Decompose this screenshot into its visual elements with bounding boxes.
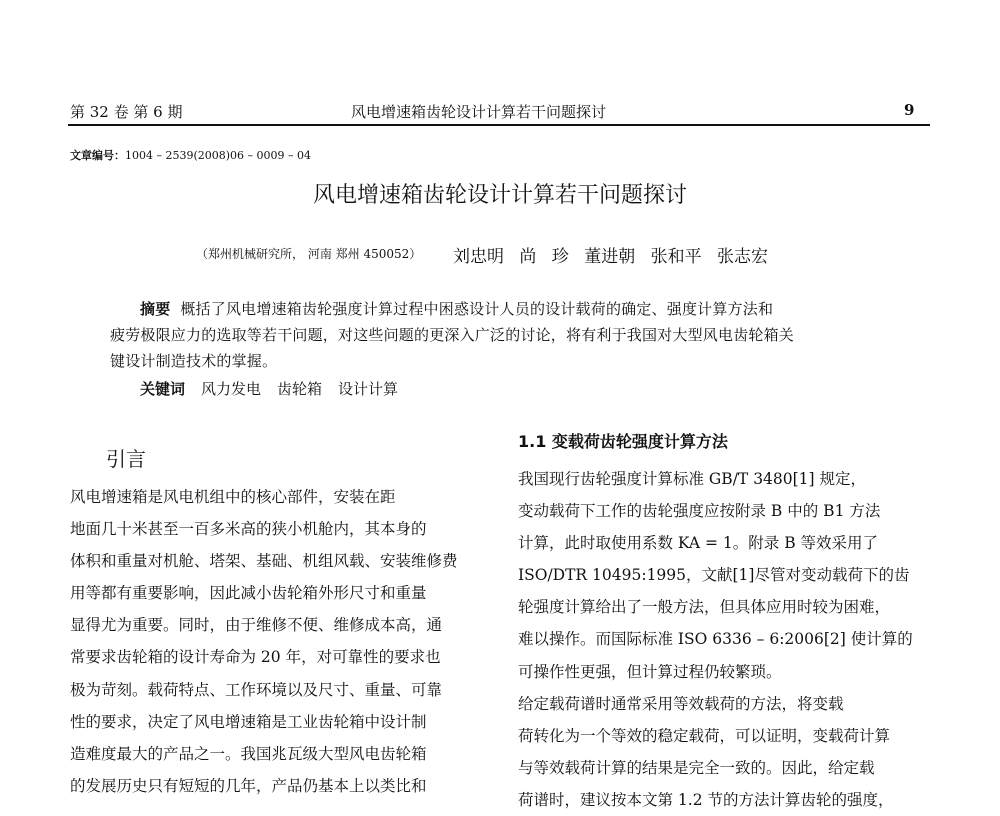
intro-body [70,481,480,802]
body-line: 的发展历史只有短短的几年，产品仍基本上以类比和 [70,776,427,795]
body-line: 轮强度计算给出了一般方法，但具体应用时较为困难， [518,598,891,617]
body-line: 荷谱时，建议按本文第 1.2 节的方法计算齿轮的强度， [518,790,894,809]
body-line: 风电增速箱是风电机组中的核心部件，安装在距 [70,488,396,506]
keyword-item: 设计计算 [338,380,399,398]
body-line: 造难度最大的产品之一。我国兆瓦级大型风电齿轮箱 [70,744,427,763]
header-rule [68,124,930,126]
article-number [70,147,311,163]
body-line: 可操作性更强，但计算过程仍较繁琐。 [518,662,782,681]
body-line: 变动载荷下工作的齿轮强度应按附录 B 中的 B1 方法 [518,502,881,521]
body-line: 难以操作。而国际标准 ISO 6336 – 6:2006[2] 使计算的 [518,630,913,649]
body-line: 极为苛刻。载荷特点、工作环境以及尺寸、重量、可靠 [70,680,443,699]
body-line: 体积和重量对机舱、塔架、基础、机组风载、安装维修费 [70,552,458,571]
page-number: 9 [904,101,915,119]
keywords-label: 关键词 [140,380,186,398]
abstract-line: 键设计制造技术的掌握。 [110,352,278,370]
intro-heading: 引言 [106,447,146,471]
running-head-title: 风电增速箱齿轮设计计算若干问题探讨 [351,103,607,121]
body-line: ISO/DTR 10495:1995，文献[1]尽管对变动载荷下的齿 [518,566,910,585]
body-line: 计算，此时取使用系数 KA = 1。附录 B 等效采用了 [518,534,879,553]
paper-title: 风电增速箱齿轮设计计算若干问题探讨 [312,183,687,208]
section-heading-1-1: 1.1 变载荷齿轮强度计算方法 [518,432,728,451]
body-line: 给定载荷谱时通常采用等效载荷的方法，将变载 [518,694,844,713]
keywords [140,378,398,399]
abstract-line: 疲劳极限应力的选取等若干问题，对这些问题的更深入广泛的讨论，将有利于我国对大型风电齿轮箱关 [110,326,795,344]
body-line: 我国现行齿轮强度计算标准 GB/T 3480[1] 规定， [518,470,867,488]
abstract-line [140,298,773,319]
abstract-text: 概括了风电增速箱齿轮强度计算过程中困惑设计人员的设计载荷的确定、强度计算方法和 [180,300,774,318]
article-number-label: 文章编号： [70,149,125,162]
body-line: 常要求齿轮箱的设计寿命为 20 年，对可靠性的要求也 [70,648,441,667]
body-line: 地面几十米甚至一百多米高的狭小机舱内，其本身的 [70,520,427,539]
affiliation: （郑州机械研究所， 河南 郑州 450052） [196,247,422,261]
keyword-item: 风力发电 [201,380,262,398]
body-line: 荷转化为一个等效的稳定载荷，可以证明，变载荷计算 [518,726,891,745]
abstract-label: 摘要 [140,300,171,318]
body-line: 性的要求，决定了风电增速箱是工业齿轮箱中设计制 [70,712,427,731]
body-line: 用等都有重要影响，因此减小齿轮箱外形尺寸和重量 [70,584,427,603]
keyword-item: 齿轮箱 [277,380,323,398]
authors: 刘忠明 尚 珍 董进朝 张和平 张志宏 [453,247,769,267]
body-line: 与等效载荷计算的结果是完全一致的。因此，给定载 [518,758,875,777]
section-1-1-body [518,463,938,816]
article-number-value: 1004 – 2539(2008)06 – 0009 – 04 [125,149,312,162]
body-line: 显得尤为重要。同时，由于维修不便、维修成本高，通 [70,616,443,635]
running-head-volume-issue: 第 32 卷 第 6 期 [70,103,183,121]
